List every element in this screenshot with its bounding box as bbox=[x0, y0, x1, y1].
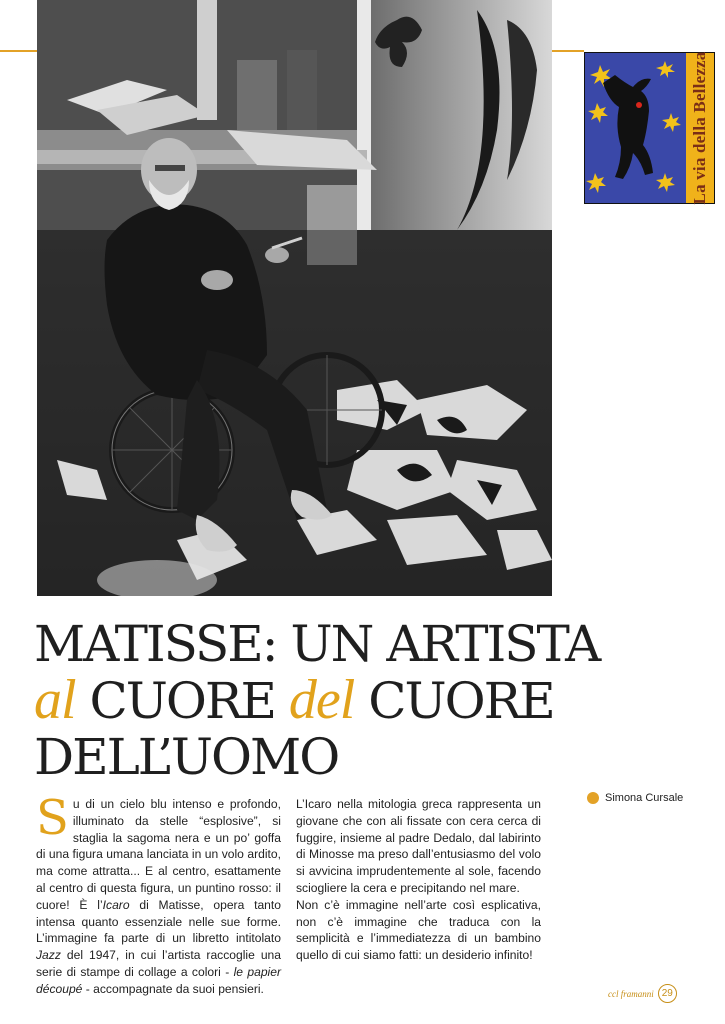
drop-cap: S bbox=[36, 790, 69, 846]
magazine-name: ccl framanni bbox=[608, 988, 654, 999]
column-2-paragraph-1: L’Icaro nella mitologia greca rappresenta un giovane che con ali fissate con cera cerca di fuggire, insieme al padre Dedalo, dal labirinto di Minosse ma preso dall’entusiasmo del volo si avvicina imprudentemente al sole, facendo sciogliere la cera e precipitando nel mare. bbox=[296, 797, 541, 895]
headline-line-3: DELL’UOMO bbox=[34, 728, 339, 786]
headline-accent-del: del bbox=[288, 669, 355, 731]
article-headline bbox=[34, 616, 694, 785]
headline-line-1: MATISSE: UN ARTISTA bbox=[34, 615, 600, 673]
column-2-paragraph-2: Non c’è immagine nell’arte così esplicativa, non c’è immagine che traduca con la semplicità e l’immediatezza di un bambino quello di cui siamo fatti: un desiderio infinito! bbox=[296, 897, 541, 963]
page-folio bbox=[608, 984, 677, 1003]
la-via-della-bellezza-logo bbox=[584, 52, 715, 204]
col1-text-2: di Matisse, opera tanto intensa quanto essenziale nelle sue forme. L’immagine fa parte di un libretto intitolato bbox=[36, 897, 281, 946]
headline-word-cuore-1: CUORE bbox=[89, 672, 276, 730]
col1-italic-papier: le papier découpé bbox=[36, 964, 281, 996]
author-name: Simona Cursale bbox=[605, 792, 684, 804]
col1-italic-icaro: Icaro bbox=[102, 897, 130, 912]
headline-line-2 bbox=[34, 669, 694, 731]
col1-italic-jazz: Jazz bbox=[36, 948, 61, 963]
logo-text: La via della Bellezza bbox=[690, 51, 709, 205]
author-dot-icon bbox=[587, 792, 599, 804]
icarus-illustration bbox=[585, 53, 686, 203]
headline-accent-al: al bbox=[34, 669, 76, 731]
logo-band bbox=[686, 53, 714, 203]
top-rule-left bbox=[0, 50, 37, 52]
col1-text-1: u di un cielo blu intenso e profondo, illuminato da stelle “esplosive”, si staglia la sagoma nera e un po’ goffa di una figura umana lanciata in un volo ardito, ma come attratta... E al centro, esattamente al centro di questa figura, un puntino rosso: il cuore! È l’ bbox=[36, 797, 281, 912]
col1-text-4: - accompagnate da suoi pensieri. bbox=[82, 981, 264, 996]
headline-word-cuore-2: CUORE bbox=[368, 672, 554, 730]
col1-text-3: del 1947, in cui l’artista raccoglie una serie di stampe di collage a colori - bbox=[36, 948, 281, 979]
article-column-1 bbox=[36, 790, 281, 998]
top-rule-right bbox=[552, 50, 584, 52]
article-column-2 bbox=[296, 796, 541, 964]
author-byline bbox=[587, 792, 683, 804]
matisse-studio-photo bbox=[37, 0, 552, 596]
column-1-paragraph bbox=[36, 790, 281, 998]
page-number: 29 bbox=[658, 984, 677, 1003]
